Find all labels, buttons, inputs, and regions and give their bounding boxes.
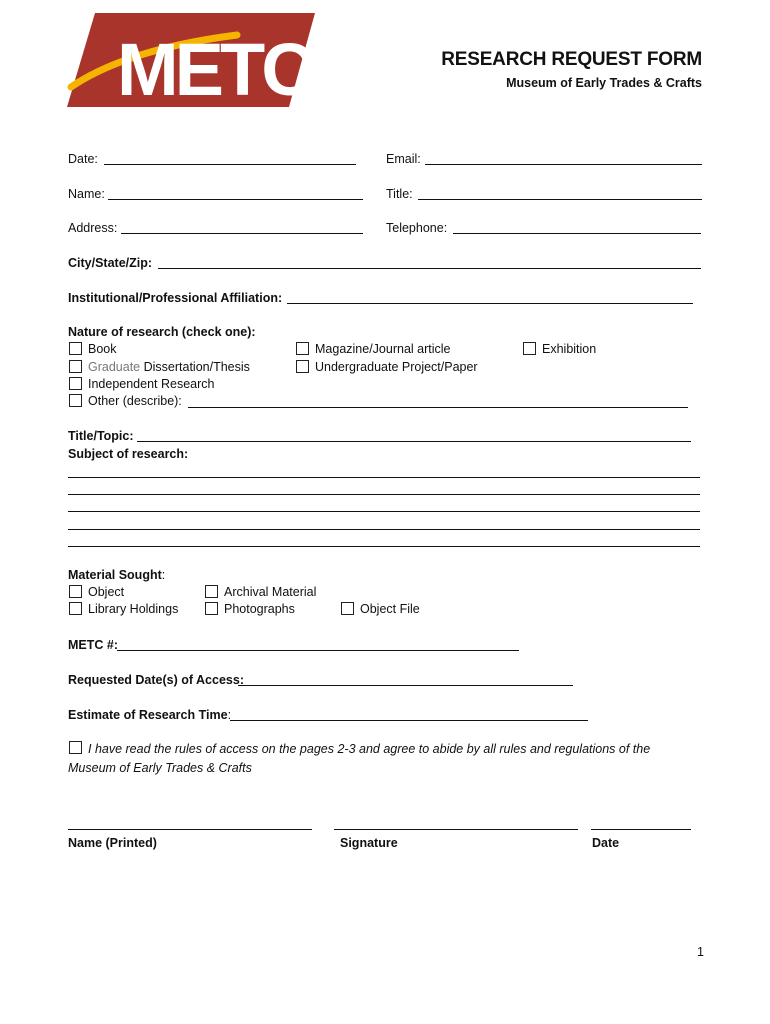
estimate-label xyxy=(68,707,231,723)
affiliation-label: Institutional/Professional Affiliation: xyxy=(68,291,283,305)
independent-research-option: Independent Research xyxy=(88,377,215,391)
topic-field[interactable] xyxy=(137,441,691,442)
subject-line-4[interactable] xyxy=(68,529,700,530)
name-label: Name: xyxy=(68,187,105,201)
independent-research-checkbox[interactable] xyxy=(69,377,82,390)
book-option: Book xyxy=(88,342,117,356)
undergrad-checkbox[interactable] xyxy=(296,360,309,373)
form-title: RESEARCH REQUEST FORM xyxy=(441,49,702,70)
subject-line-2[interactable] xyxy=(68,494,700,495)
access-dates-label: Requested Date(s) of Access: xyxy=(68,673,244,687)
other-checkbox[interactable] xyxy=(69,394,82,407)
printed-name-label: Name (Printed) xyxy=(68,836,157,850)
email-field[interactable] xyxy=(425,164,702,165)
title-field[interactable] xyxy=(418,199,702,200)
access-dates-field[interactable] xyxy=(238,685,573,686)
signature-label: Signature xyxy=(340,836,398,850)
object-file-option: Object File xyxy=(360,602,420,616)
title-label: Title: xyxy=(386,187,413,201)
page-number: 1 xyxy=(697,945,704,959)
grad-thesis-option xyxy=(88,359,250,375)
agreement-checkbox[interactable] xyxy=(69,741,82,754)
other-option: Other (describe): xyxy=(88,394,182,408)
subject-line-5[interactable] xyxy=(68,546,700,547)
grad-rest: Dissertation/Thesis xyxy=(140,360,250,374)
signature-date-label: Date xyxy=(592,836,620,850)
date-field[interactable] xyxy=(104,164,356,165)
material-heading xyxy=(68,567,165,583)
magazine-option: Magazine/Journal article xyxy=(315,342,451,356)
magazine-checkbox[interactable] xyxy=(296,342,309,355)
agreement-text-line2: Museum of Early Trades & Crafts xyxy=(68,761,252,775)
address-field[interactable] xyxy=(121,233,363,234)
printed-name-line[interactable] xyxy=(68,829,312,830)
email-label: Email: xyxy=(386,152,421,166)
exhibition-option: Exhibition xyxy=(542,342,597,356)
estimate-label-text: Estimate of Research Time xyxy=(68,708,228,722)
photographs-option: Photographs xyxy=(224,602,295,616)
estimate-label-colon: : xyxy=(227,708,232,722)
material-heading-colon: : xyxy=(161,568,166,582)
name-field[interactable] xyxy=(108,199,363,200)
telephone-field[interactable] xyxy=(453,233,701,234)
photographs-checkbox[interactable] xyxy=(205,602,218,615)
date-label: Date: xyxy=(68,152,98,166)
undergrad-option: Undergraduate Project/Paper xyxy=(315,360,478,374)
metc-logo xyxy=(67,13,315,107)
signature-date-line[interactable] xyxy=(591,829,691,830)
topic-label: Title/Topic: xyxy=(68,429,134,443)
logo-text: METC xyxy=(117,28,311,107)
subject-label: Subject of research: xyxy=(68,447,189,461)
other-describe-field[interactable] xyxy=(188,407,688,408)
object-option: Object xyxy=(88,585,125,599)
estimate-field[interactable] xyxy=(230,720,588,721)
agreement-text-line1: I have read the rules of access on the pages 2-3 and agree to abide by all rules and regulations of the xyxy=(88,742,651,756)
nature-heading: Nature of research (check one): xyxy=(68,325,256,339)
city-label: City/State/Zip: xyxy=(68,256,153,270)
metc-logo-icon xyxy=(67,13,315,107)
museum-name: Museum of Early Trades & Crafts xyxy=(506,76,702,90)
city-field[interactable] xyxy=(158,268,701,269)
grad-thesis-checkbox[interactable] xyxy=(69,360,82,373)
metc-number-label: METC #: xyxy=(68,638,118,652)
signature-line[interactable] xyxy=(334,829,578,830)
address-label: Address: xyxy=(68,221,118,235)
object-checkbox[interactable] xyxy=(69,585,82,598)
material-heading-text: Material Sought xyxy=(68,568,162,582)
metc-number-field[interactable] xyxy=(117,650,519,651)
library-holdings-checkbox[interactable] xyxy=(69,602,82,615)
subject-line-3[interactable] xyxy=(68,511,700,512)
archival-checkbox[interactable] xyxy=(205,585,218,598)
grad-prefix: Graduate xyxy=(88,360,141,374)
object-file-checkbox[interactable] xyxy=(341,602,354,615)
exhibition-checkbox[interactable] xyxy=(523,342,536,355)
archival-option: Archival Material xyxy=(224,585,317,599)
book-checkbox[interactable] xyxy=(69,342,82,355)
affiliation-field[interactable] xyxy=(287,303,693,304)
telephone-label: Telephone: xyxy=(386,221,448,235)
subject-line-1[interactable] xyxy=(68,477,700,478)
library-holdings-option: Library Holdings xyxy=(88,602,179,616)
